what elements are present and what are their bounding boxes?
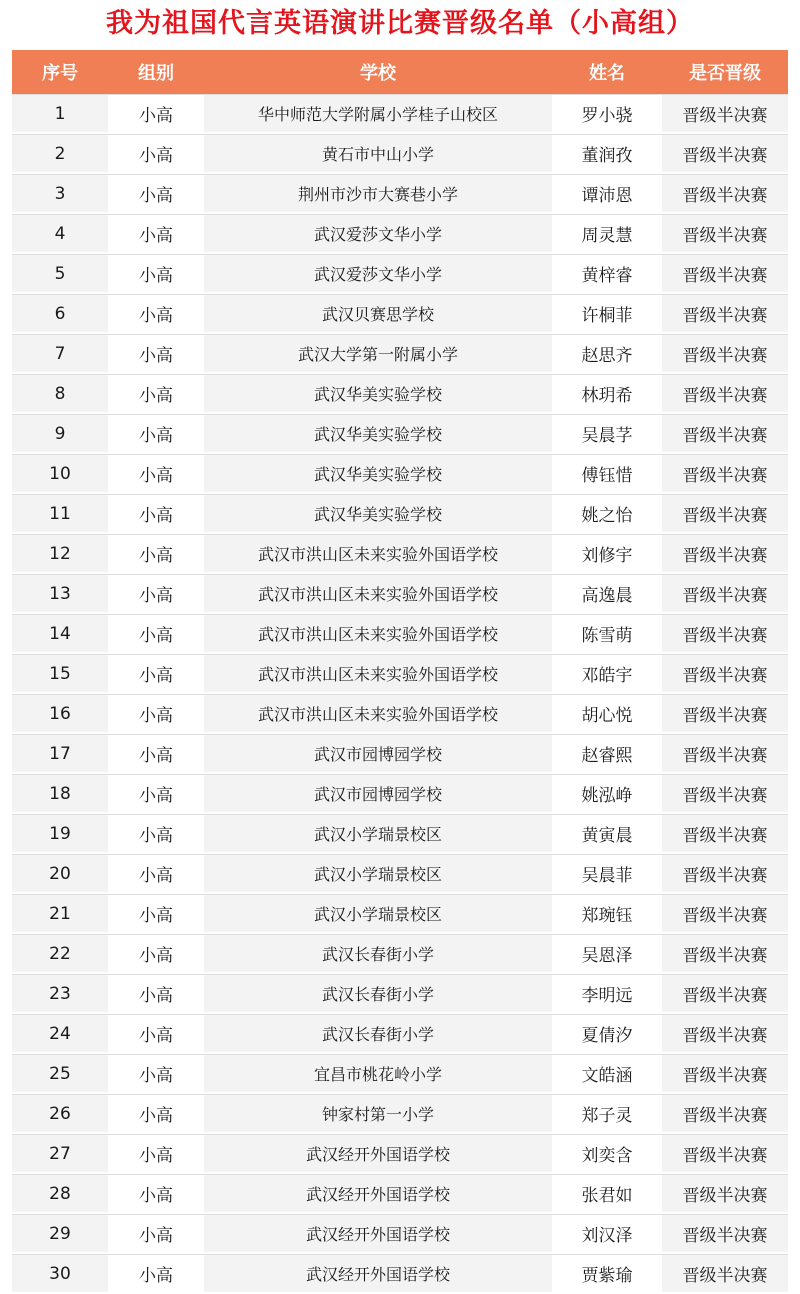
cell-status: 晋级半决赛 [662,854,788,894]
cell-status: 晋级半决赛 [662,134,788,174]
cell-status: 晋级半决赛 [662,1174,788,1214]
cell-status: 晋级半决赛 [662,654,788,694]
cell-name: 罗小骁 [552,94,662,134]
cell-group: 小高 [108,414,204,454]
cell-school: 武汉华美实验学校 [204,494,552,534]
cell-name: 文皓涵 [552,1054,662,1094]
table-row [12,134,788,174]
cell-name: 李明远 [552,974,662,1014]
cell-name: 吴晨芓 [552,414,662,454]
cell-group: 小高 [108,494,204,534]
cell-group: 小高 [108,1214,204,1254]
cell-name: 黄寅晨 [552,814,662,854]
table-row [12,894,788,934]
cell-school: 荆州市沙市大赛巷小学 [204,174,552,214]
cell-seq: 21 [12,894,108,934]
cell-group: 小高 [108,374,204,414]
table-row [12,1174,788,1214]
cell-school: 武汉爱莎文华小学 [204,214,552,254]
cell-name: 赵睿熙 [552,734,662,774]
cell-group: 小高 [108,254,204,294]
cell-seq: 19 [12,814,108,854]
cell-name: 姚泓峥 [552,774,662,814]
cell-group: 小高 [108,974,204,1014]
cell-seq: 5 [12,254,108,294]
cell-group: 小高 [108,774,204,814]
cell-name: 姚之怡 [552,494,662,534]
cell-school: 武汉市园博园学校 [204,734,552,774]
cell-name: 董润孜 [552,134,662,174]
cell-status: 晋级半决赛 [662,174,788,214]
cell-seq: 11 [12,494,108,534]
cell-name: 陈雪萌 [552,614,662,654]
cell-school: 武汉华美实验学校 [204,414,552,454]
results-table [12,50,788,1294]
cell-group: 小高 [108,1094,204,1134]
cell-school: 华中师范大学附属小学桂子山校区 [204,94,552,134]
cell-status: 晋级半决赛 [662,294,788,334]
cell-seq: 17 [12,734,108,774]
cell-name: 刘奕含 [552,1134,662,1174]
cell-status: 晋级半决赛 [662,814,788,854]
cell-group: 小高 [108,134,204,174]
cell-status: 晋级半决赛 [662,894,788,934]
cell-group: 小高 [108,294,204,334]
table-row [12,174,788,214]
cell-school: 武汉经开外国语学校 [204,1174,552,1214]
cell-school: 武汉长春街小学 [204,934,552,974]
cell-school: 武汉市洪山区未来实验外国语学校 [204,694,552,734]
cell-seq: 22 [12,934,108,974]
cell-status: 晋级半决赛 [662,1214,788,1254]
table-row [12,254,788,294]
cell-school: 钟家村第一小学 [204,1094,552,1134]
cell-school: 武汉爱莎文华小学 [204,254,552,294]
cell-status: 晋级半决赛 [662,214,788,254]
cell-name: 胡心悦 [552,694,662,734]
cell-group: 小高 [108,574,204,614]
cell-status: 晋级半决赛 [662,734,788,774]
table-row [12,1134,788,1174]
cell-group: 小高 [108,174,204,214]
table-row [12,814,788,854]
table-body [12,94,788,1294]
cell-group: 小高 [108,214,204,254]
cell-school: 武汉市园博园学校 [204,774,552,814]
cell-school: 武汉经开外国语学校 [204,1134,552,1174]
cell-school: 武汉小学瑞景校区 [204,854,552,894]
cell-status: 晋级半决赛 [662,574,788,614]
cell-seq: 6 [12,294,108,334]
table-row [12,294,788,334]
table-row [12,614,788,654]
cell-group: 小高 [108,454,204,494]
cell-group: 小高 [108,94,204,134]
cell-status: 晋级半决赛 [662,1014,788,1054]
cell-name: 郑琬钰 [552,894,662,934]
table-row [12,414,788,454]
table-row [12,1254,788,1294]
cell-status: 晋级半决赛 [662,614,788,654]
table-row [12,574,788,614]
cell-status: 晋级半决赛 [662,934,788,974]
cell-name: 周灵慧 [552,214,662,254]
cell-school: 黄石市中山小学 [204,134,552,174]
table-row [12,214,788,254]
cell-seq: 14 [12,614,108,654]
cell-seq: 29 [12,1214,108,1254]
cell-seq: 26 [12,1094,108,1134]
cell-seq: 27 [12,1134,108,1174]
cell-seq: 23 [12,974,108,1014]
cell-seq: 13 [12,574,108,614]
table-row [12,854,788,894]
column-header-status: 是否晋级 [662,50,788,94]
cell-name: 赵思齐 [552,334,662,374]
cell-school: 武汉市洪山区未来实验外国语学校 [204,654,552,694]
cell-seq: 28 [12,1174,108,1214]
cell-name: 黄梓睿 [552,254,662,294]
cell-status: 晋级半决赛 [662,374,788,414]
cell-seq: 4 [12,214,108,254]
cell-school: 武汉经开外国语学校 [204,1254,552,1294]
cell-name: 谭沛恩 [552,174,662,214]
cell-group: 小高 [108,1254,204,1294]
cell-school: 武汉市洪山区未来实验外国语学校 [204,534,552,574]
cell-name: 高逸晨 [552,574,662,614]
cell-status: 晋级半决赛 [662,1054,788,1094]
cell-name: 许桐菲 [552,294,662,334]
column-header-school: 学校 [204,50,552,94]
cell-group: 小高 [108,854,204,894]
table-row [12,494,788,534]
table-row [12,654,788,694]
table-row [12,974,788,1014]
cell-name: 邓皓宇 [552,654,662,694]
cell-name: 林玥希 [552,374,662,414]
table-row [12,334,788,374]
cell-school: 宜昌市桃花岭小学 [204,1054,552,1094]
header-row [12,50,788,94]
cell-name: 吴恩泽 [552,934,662,974]
cell-name: 夏倩汐 [552,1014,662,1054]
table-row [12,1214,788,1254]
cell-seq: 10 [12,454,108,494]
cell-status: 晋级半决赛 [662,694,788,734]
cell-status: 晋级半决赛 [662,454,788,494]
column-header-name: 姓名 [552,50,662,94]
cell-name: 张君如 [552,1174,662,1214]
cell-school: 武汉市洪山区未来实验外国语学校 [204,574,552,614]
cell-name: 郑子灵 [552,1094,662,1134]
cell-school: 武汉经开外国语学校 [204,1214,552,1254]
cell-seq: 24 [12,1014,108,1054]
cell-group: 小高 [108,534,204,574]
cell-school: 武汉大学第一附属小学 [204,334,552,374]
table-row [12,1094,788,1134]
cell-seq: 7 [12,334,108,374]
cell-seq: 18 [12,774,108,814]
table-row [12,454,788,494]
cell-seq: 16 [12,694,108,734]
cell-seq: 25 [12,1054,108,1094]
table-row [12,1054,788,1094]
cell-name: 贾紫瑜 [552,1254,662,1294]
cell-seq: 1 [12,94,108,134]
table-row [12,734,788,774]
cell-status: 晋级半决赛 [662,94,788,134]
cell-seq: 12 [12,534,108,574]
cell-group: 小高 [108,334,204,374]
cell-group: 小高 [108,694,204,734]
column-header-seq: 序号 [12,50,108,94]
cell-group: 小高 [108,734,204,774]
cell-group: 小高 [108,934,204,974]
cell-school: 武汉市洪山区未来实验外国语学校 [204,614,552,654]
table-row [12,1014,788,1054]
table-row [12,534,788,574]
table-row [12,774,788,814]
cell-seq: 2 [12,134,108,174]
table-header [12,50,788,94]
cell-status: 晋级半决赛 [662,1134,788,1174]
cell-seq: 3 [12,174,108,214]
cell-group: 小高 [108,614,204,654]
table-row [12,694,788,734]
cell-seq: 9 [12,414,108,454]
cell-name: 吴晨菲 [552,854,662,894]
cell-status: 晋级半决赛 [662,774,788,814]
cell-status: 晋级半决赛 [662,974,788,1014]
cell-group: 小高 [108,814,204,854]
table-row [12,94,788,134]
cell-seq: 20 [12,854,108,894]
cell-school: 武汉小学瑞景校区 [204,894,552,934]
cell-status: 晋级半决赛 [662,534,788,574]
table-row [12,934,788,974]
page-title: 我为祖国代言英语演讲比赛晋级名单（小高组） [106,8,694,39]
cell-status: 晋级半决赛 [662,334,788,374]
cell-status: 晋级半决赛 [662,414,788,454]
cell-seq: 15 [12,654,108,694]
cell-group: 小高 [108,654,204,694]
cell-group: 小高 [108,1054,204,1094]
cell-school: 武汉长春街小学 [204,1014,552,1054]
table-row [12,374,788,414]
cell-status: 晋级半决赛 [662,1094,788,1134]
cell-name: 傅钰惜 [552,454,662,494]
cell-school: 武汉华美实验学校 [204,454,552,494]
cell-group: 小高 [108,894,204,934]
cell-school: 武汉小学瑞景校区 [204,814,552,854]
column-header-group: 组别 [108,50,204,94]
cell-group: 小高 [108,1014,204,1054]
cell-name: 刘汉泽 [552,1214,662,1254]
cell-seq: 30 [12,1254,108,1294]
cell-group: 小高 [108,1174,204,1214]
cell-school: 武汉长春街小学 [204,974,552,1014]
cell-status: 晋级半决赛 [662,254,788,294]
cell-group: 小高 [108,1134,204,1174]
cell-school: 武汉华美实验学校 [204,374,552,414]
cell-status: 晋级半决赛 [662,1254,788,1294]
cell-status: 晋级半决赛 [662,494,788,534]
cell-seq: 8 [12,374,108,414]
cell-name: 刘修宇 [552,534,662,574]
cell-school: 武汉贝赛思学校 [204,294,552,334]
